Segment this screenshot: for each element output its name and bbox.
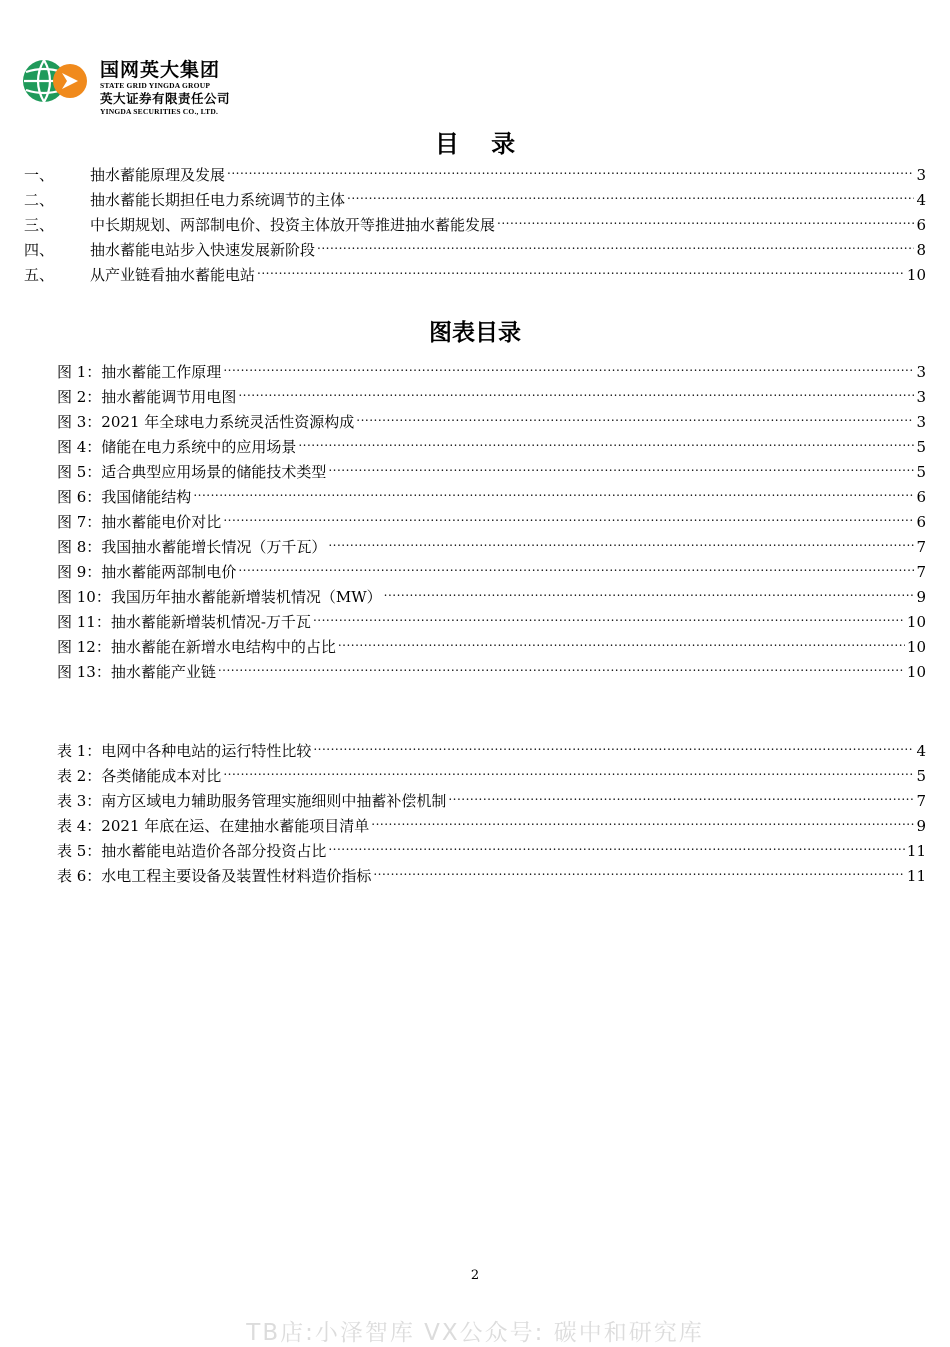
dot-leader bbox=[448, 782, 914, 806]
table-entry[interactable] bbox=[57, 782, 926, 810]
figure-entry-page: 3 bbox=[916, 413, 926, 431]
figure-entry-page: 10 bbox=[906, 663, 926, 681]
toc-entry-page: 8 bbox=[916, 241, 926, 259]
table-entry[interactable] bbox=[57, 732, 926, 760]
table-entry[interactable] bbox=[57, 832, 926, 860]
figure-entry[interactable] bbox=[57, 628, 926, 656]
figure-entry[interactable] bbox=[57, 378, 926, 406]
figure-entry-title: 图 9：抽水蓄能两部制电价 bbox=[57, 563, 237, 581]
figure-entry[interactable] bbox=[57, 603, 926, 631]
dot-leader bbox=[347, 181, 914, 205]
toc-entry[interactable] bbox=[24, 231, 926, 259]
figure-entry-page: 10 bbox=[906, 638, 926, 656]
figures-toc-title: 图表目录 bbox=[429, 320, 521, 346]
figure-entry[interactable] bbox=[57, 403, 926, 431]
dot-leader bbox=[193, 478, 914, 502]
figure-entry-title: 图 8：我国抽水蓄能增长情况（万千瓦） bbox=[57, 538, 327, 556]
toc-entry-page: 4 bbox=[916, 191, 926, 209]
toc-entry-page: 10 bbox=[906, 266, 926, 284]
toc-entry-number: 一、 bbox=[24, 166, 55, 184]
dot-leader bbox=[338, 628, 905, 652]
table-entry-page: 4 bbox=[916, 742, 926, 760]
toc-title: 目 录 bbox=[434, 130, 516, 158]
globe-logo-icon bbox=[22, 58, 88, 104]
figure-entry-page: 3 bbox=[916, 388, 926, 406]
figure-entry[interactable] bbox=[57, 503, 926, 531]
table-entry-title: 表 1：电网中各种电站的运行特性比较 bbox=[57, 742, 312, 760]
figure-entry-page: 6 bbox=[916, 513, 926, 531]
figure-entry-page: 3 bbox=[916, 363, 926, 381]
toc-entry[interactable] bbox=[24, 156, 926, 184]
figure-entry-title: 图 12：抽水蓄能在新增水电结构中的占比 bbox=[57, 638, 336, 656]
dot-leader bbox=[223, 353, 914, 377]
dot-leader bbox=[313, 732, 914, 756]
toc-entry-page: 6 bbox=[916, 216, 926, 234]
dot-leader bbox=[223, 503, 914, 527]
table-entry-page: 7 bbox=[916, 792, 926, 810]
dot-leader bbox=[497, 206, 914, 230]
figure-entry[interactable] bbox=[57, 528, 926, 556]
figure-entry-title: 图 3：2021 年全球电力系统灵活性资源构成 bbox=[57, 413, 355, 431]
figure-entry[interactable] bbox=[57, 653, 926, 681]
table-entry[interactable] bbox=[57, 857, 926, 885]
table-entry-title: 表 2：各类储能成本对比 bbox=[57, 767, 222, 785]
toc-entry-title: 抽水蓄能长期担任电力系统调节的主体 bbox=[90, 191, 346, 209]
figure-entry-title: 图 5：适合典型应用场景的储能技术类型 bbox=[57, 463, 327, 481]
table-entry[interactable] bbox=[57, 757, 926, 785]
logo-group-name-en: STATE GRID YINGDA GROUP bbox=[100, 81, 211, 90]
figure-entry[interactable] bbox=[57, 553, 926, 581]
figure-entry[interactable] bbox=[57, 353, 926, 381]
figure-entry-title: 图 4：储能在电力系统中的应用场景 bbox=[57, 438, 297, 456]
figure-entry-title: 图 7：抽水蓄能电价对比 bbox=[57, 513, 222, 531]
logo-company-name-en: YINGDA SECURITIES CO., LTD. bbox=[100, 107, 219, 116]
figure-entry-page: 7 bbox=[916, 538, 926, 556]
dot-leader bbox=[238, 553, 914, 577]
toc-entry-page: 3 bbox=[916, 166, 926, 184]
figure-entry-title: 图 13：抽水蓄能产业链 bbox=[57, 663, 216, 681]
figure-entry-page: 5 bbox=[916, 463, 926, 481]
toc-entry[interactable] bbox=[24, 206, 926, 234]
dot-leader bbox=[223, 757, 914, 781]
table-entry-page: 11 bbox=[906, 842, 926, 860]
company-logo bbox=[22, 56, 262, 128]
figure-entry-title: 图 11：抽水蓄能新增装机情况-万千瓦 bbox=[57, 613, 311, 631]
figure-entry-page: 5 bbox=[916, 438, 926, 456]
toc-entry-number: 五、 bbox=[24, 266, 55, 284]
dot-leader bbox=[313, 603, 905, 627]
figure-entry-title: 图 2：抽水蓄能调节用电图 bbox=[57, 388, 237, 406]
table-entry-page: 9 bbox=[916, 817, 926, 835]
table-entry-page: 5 bbox=[916, 767, 926, 785]
figure-entry-page: 7 bbox=[916, 563, 926, 581]
figure-entry-page: 6 bbox=[916, 488, 926, 506]
dot-leader bbox=[373, 857, 905, 881]
figure-entry[interactable] bbox=[57, 478, 926, 506]
figure-entry[interactable] bbox=[57, 428, 926, 456]
dot-leader bbox=[257, 256, 905, 280]
toc-entry[interactable] bbox=[24, 181, 926, 209]
toc-entry[interactable] bbox=[24, 256, 926, 284]
logo-group-name-cn: 国网英大集团 bbox=[100, 59, 221, 81]
figure-entry[interactable] bbox=[57, 578, 926, 606]
table-entry-title: 表 3：南方区域电力辅助服务管理实施细则中抽蓄补偿机制 bbox=[57, 792, 447, 810]
toc-entry-number: 三、 bbox=[24, 216, 55, 234]
table-entry-page: 11 bbox=[906, 867, 926, 885]
table-entry-title: 表 6：水电工程主要设备及装置性材料造价指标 bbox=[57, 867, 372, 885]
dot-leader bbox=[317, 231, 914, 255]
dot-leader bbox=[356, 403, 914, 427]
toc-entry-number: 二、 bbox=[24, 191, 55, 209]
toc-entry-title: 抽水蓄能原理及发展 bbox=[90, 166, 226, 184]
figure-entry-title: 图 1：抽水蓄能工作原理 bbox=[57, 363, 222, 381]
figure-entry[interactable] bbox=[57, 453, 926, 481]
dot-leader bbox=[328, 832, 905, 856]
table-entry-title: 表 5：抽水蓄能电站造价各部分投资占比 bbox=[57, 842, 327, 860]
figure-entry-page: 9 bbox=[916, 588, 926, 606]
dot-leader bbox=[384, 578, 915, 602]
dot-leader bbox=[371, 807, 914, 831]
page-number: 2 bbox=[470, 1268, 480, 1283]
table-entry-title: 表 4：2021 年底在运、在建抽水蓄能项目清单 bbox=[57, 817, 370, 835]
dot-leader bbox=[227, 156, 914, 180]
dot-leader bbox=[328, 453, 914, 477]
dot-leader bbox=[298, 428, 914, 452]
figure-entry-page: 10 bbox=[906, 613, 926, 631]
table-entry[interactable] bbox=[57, 807, 926, 835]
toc-entry-title: 抽水蓄能电站步入快速发展新阶段 bbox=[90, 241, 316, 259]
toc-entry-title: 从产业链看抽水蓄能电站 bbox=[90, 266, 256, 284]
watermark: TB店:小泽智库 VX公众号: 碳中和研究库 bbox=[246, 1320, 704, 1346]
dot-leader bbox=[218, 653, 905, 677]
logo-company-name-cn: 英大证券有限责任公司 bbox=[100, 91, 231, 106]
dot-leader bbox=[238, 378, 914, 402]
toc-entry-number: 四、 bbox=[24, 241, 55, 259]
figure-entry-title: 图 6：我国储能结构 bbox=[57, 488, 192, 506]
toc-entry-title: 中长期规划、两部制电价、投资主体放开等推进抽水蓄能发展 bbox=[90, 216, 496, 234]
figure-entry-title: 图 10：我国历年抽水蓄能新增装机情况（MW） bbox=[57, 588, 382, 606]
dot-leader bbox=[328, 528, 914, 552]
